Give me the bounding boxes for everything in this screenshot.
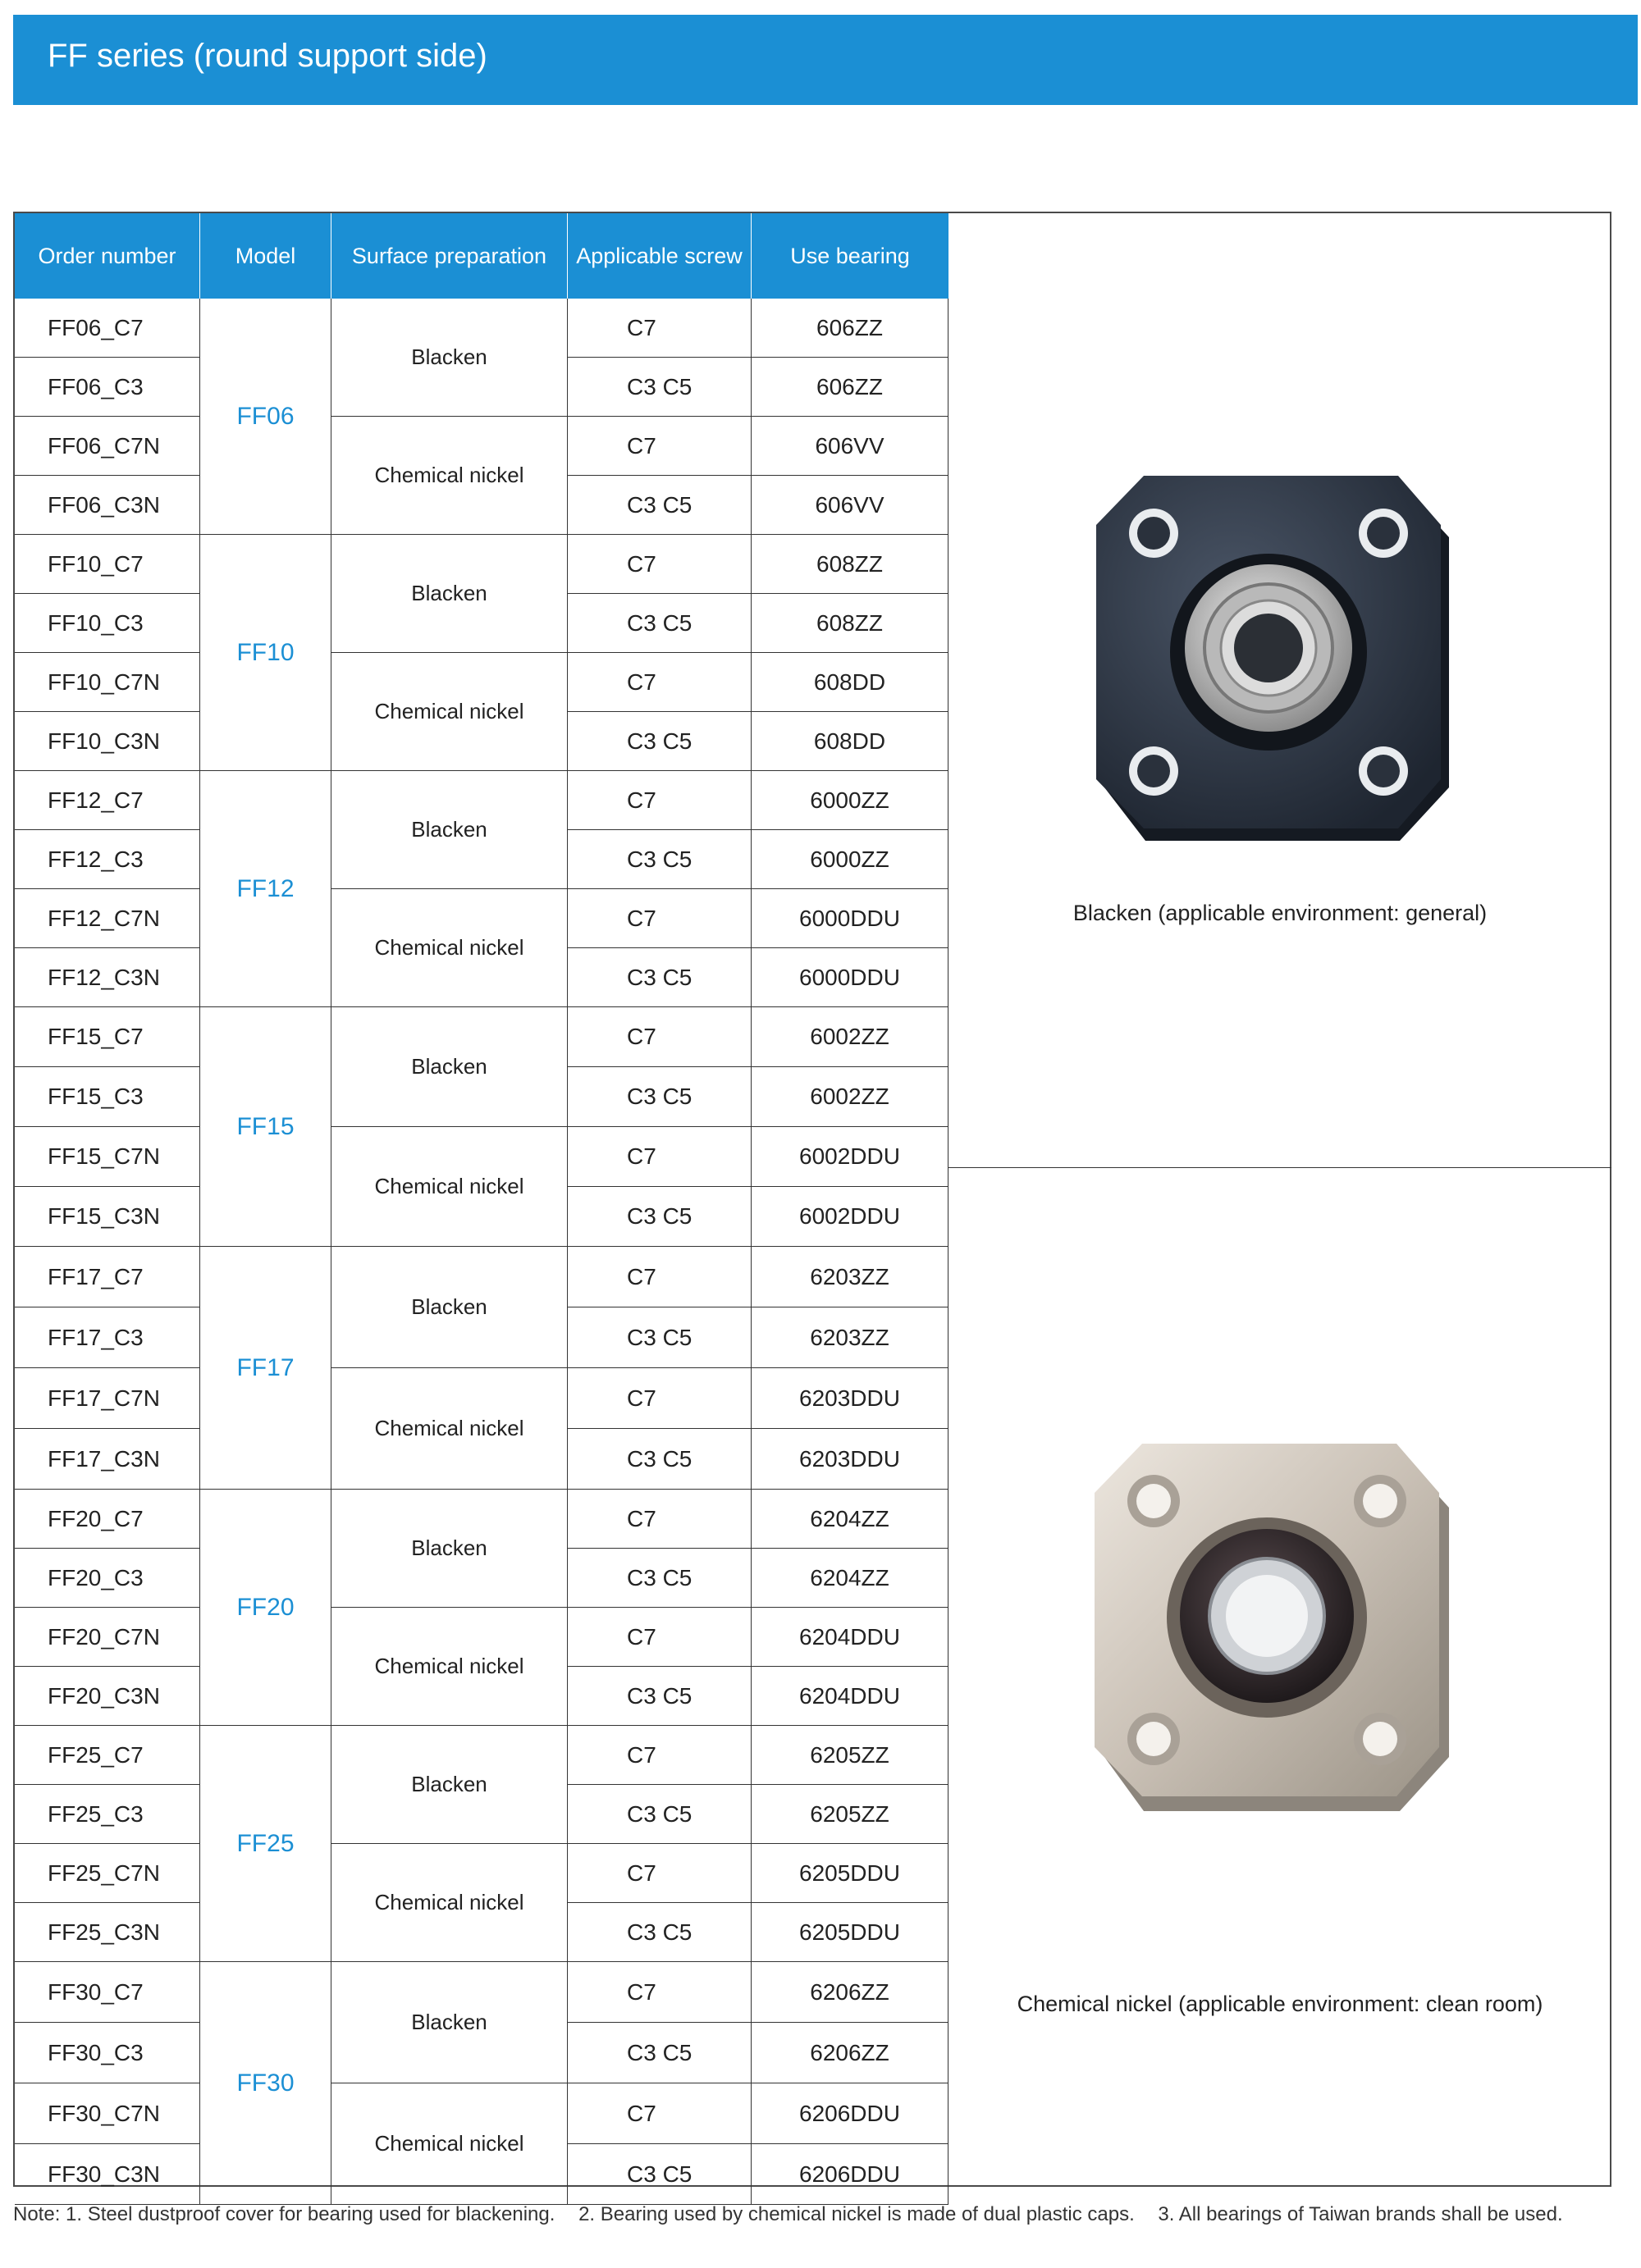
applicable-screw-cell: C3 C5 [568, 948, 752, 1007]
surface-cell-nickel: Chemical nickel [331, 653, 568, 771]
surface-cell-nickel: Chemical nickel [331, 1844, 568, 1962]
order-number-cell: FF25_C7N [15, 1844, 200, 1903]
order-number-cell: FF06_C3N [15, 476, 200, 535]
use-bearing-cell: 6204ZZ [752, 1549, 948, 1608]
applicable-screw-cell: C3 C5 [568, 594, 752, 653]
model-cell: FF30 [200, 1962, 331, 2205]
footnote-1: Note: 1. Steel dustproof cover for bearing used for blackening. [13, 2203, 555, 2225]
surface-cell-blacken: Blacken [331, 535, 568, 653]
use-bearing-cell: 6000ZZ [752, 771, 948, 830]
col-header-order-number: Order number [15, 213, 200, 299]
applicable-screw-cell: C7 [568, 1007, 752, 1067]
order-number-cell: FF10_C3N [15, 712, 200, 771]
surface-cell-nickel: Chemical nickel [331, 417, 568, 535]
applicable-screw-cell: C3 C5 [568, 1429, 752, 1490]
order-number-cell: FF10_C7N [15, 653, 200, 712]
applicable-screw-cell: C3 C5 [568, 830, 752, 889]
use-bearing-cell: 608DD [752, 712, 948, 771]
applicable-screw-cell: C7 [568, 1368, 752, 1429]
order-number-cell: FF17_C3N [15, 1429, 200, 1490]
order-number-cell: FF30_C3 [15, 2023, 200, 2083]
order-number-cell: FF30_C7 [15, 1962, 200, 2023]
use-bearing-cell: 6205ZZ [752, 1726, 948, 1785]
nickel-caption: Chemical nickel (applicable environment: clean room) [1017, 1992, 1543, 2016]
use-bearing-cell: 6204DDU [752, 1667, 948, 1726]
use-bearing-cell: 6002ZZ [752, 1007, 948, 1067]
use-bearing-cell: 6002DDU [752, 1187, 948, 1247]
applicable-screw-cell: C3 C5 [568, 1187, 752, 1247]
col-header-use-bearing: Use bearing [752, 213, 948, 299]
applicable-screw-cell: C3 C5 [568, 1785, 752, 1844]
page-title: FF series (round support side) [48, 38, 487, 74]
nickel-support-unit-photo [1095, 1444, 1456, 1821]
blacken-support-unit-photo [1096, 476, 1457, 853]
use-bearing-cell: 6002ZZ [752, 1067, 948, 1127]
blacken-image-panel [948, 213, 1611, 1168]
model-cell: FF12 [200, 771, 331, 1007]
applicable-screw-cell: C7 [568, 889, 752, 948]
use-bearing-cell: 608ZZ [752, 535, 948, 594]
surface-cell-nickel: Chemical nickel [331, 2083, 568, 2205]
model-cell: FF20 [200, 1490, 331, 1726]
use-bearing-cell: 6206ZZ [752, 1962, 948, 2023]
order-number-cell: FF20_C7 [15, 1490, 200, 1549]
surface-cell-blacken: Blacken [331, 1247, 568, 1368]
use-bearing-cell: 606ZZ [752, 299, 948, 358]
applicable-screw-cell: C3 C5 [568, 2023, 752, 2083]
use-bearing-cell: 6205ZZ [752, 1785, 948, 1844]
model-cell: FF10 [200, 535, 331, 771]
order-number-cell: FF06_C3 [15, 358, 200, 417]
applicable-screw-cell: C7 [568, 417, 752, 476]
applicable-screw-cell: C7 [568, 2083, 752, 2144]
order-number-cell: FF20_C3N [15, 1667, 200, 1726]
blacken-caption: Blacken (applicable environment: general) [1072, 901, 1488, 925]
order-number-cell: FF17_C7 [15, 1247, 200, 1307]
applicable-screw-cell: C7 [568, 771, 752, 830]
use-bearing-cell: 608DD [752, 653, 948, 712]
model-cell: FF25 [200, 1726, 331, 1962]
use-bearing-cell: 6206DDU [752, 2083, 948, 2144]
use-bearing-cell: 6002DDU [752, 1127, 948, 1187]
use-bearing-cell: 6205DDU [752, 1903, 948, 1962]
applicable-screw-cell: C3 C5 [568, 1903, 752, 1962]
footnote-2: 2. Bearing used by chemical nickel is made of dual plastic caps. [578, 2203, 1135, 2225]
use-bearing-cell: 6204ZZ [752, 1490, 948, 1549]
surface-cell-blacken: Blacken [331, 1726, 568, 1844]
use-bearing-cell: 6203ZZ [752, 1307, 948, 1368]
order-number-cell: FF20_C7N [15, 1608, 200, 1667]
order-number-cell: FF20_C3 [15, 1549, 200, 1608]
surface-cell-blacken: Blacken [331, 1962, 568, 2083]
order-number-cell: FF12_C3 [15, 830, 200, 889]
surface-cell-nickel: Chemical nickel [331, 1127, 568, 1247]
order-number-cell: FF25_C3 [15, 1785, 200, 1844]
use-bearing-cell: 606VV [752, 476, 948, 535]
surface-cell-blacken: Blacken [331, 771, 568, 889]
order-number-cell: FF15_C7 [15, 1007, 200, 1067]
model-cell: FF06 [200, 299, 331, 535]
model-cell: FF15 [200, 1007, 331, 1247]
use-bearing-cell: 606VV [752, 417, 948, 476]
use-bearing-cell: 6206DDU [752, 2144, 948, 2205]
order-number-cell: FF12_C7N [15, 889, 200, 948]
col-header-applicable-screw: Applicable screw [568, 213, 752, 299]
applicable-screw-cell: C7 [568, 1247, 752, 1307]
use-bearing-cell: 6204DDU [752, 1608, 948, 1667]
surface-cell-nickel: Chemical nickel [331, 1608, 568, 1726]
order-number-cell: FF12_C3N [15, 948, 200, 1007]
order-number-cell: FF15_C3 [15, 1067, 200, 1127]
applicable-screw-cell: C7 [568, 1844, 752, 1903]
nickel-image-panel [948, 1168, 1611, 2185]
order-number-cell: FF30_C7N [15, 2083, 200, 2144]
applicable-screw-cell: C3 C5 [568, 1667, 752, 1726]
applicable-screw-cell: C3 C5 [568, 1067, 752, 1127]
order-number-cell: FF10_C3 [15, 594, 200, 653]
use-bearing-cell: 6000ZZ [752, 830, 948, 889]
order-number-cell: FF17_C3 [15, 1307, 200, 1368]
applicable-screw-cell: C7 [568, 1127, 752, 1187]
applicable-screw-cell: C3 C5 [568, 1307, 752, 1368]
use-bearing-cell: 6203DDU [752, 1368, 948, 1429]
order-number-cell: FF06_C7 [15, 299, 200, 358]
spec-table-frame [13, 212, 1611, 2187]
footnote [13, 2203, 1581, 2226]
use-bearing-cell: 6000DDU [752, 889, 948, 948]
order-number-cell: FF12_C7 [15, 771, 200, 830]
applicable-screw-cell: C7 [568, 299, 752, 358]
title-banner [13, 15, 1638, 105]
applicable-screw-cell: C3 C5 [568, 358, 752, 417]
model-cell: FF17 [200, 1247, 331, 1490]
applicable-screw-cell: C7 [568, 1726, 752, 1785]
order-number-cell: FF17_C7N [15, 1368, 200, 1429]
order-number-cell: FF25_C3N [15, 1903, 200, 1962]
applicable-screw-cell: C7 [568, 1490, 752, 1549]
use-bearing-cell: 6203ZZ [752, 1247, 948, 1307]
surface-cell-blacken: Blacken [331, 1007, 568, 1127]
order-number-cell: FF15_C3N [15, 1187, 200, 1247]
col-header-model: Model [200, 213, 331, 299]
surface-cell-nickel: Chemical nickel [331, 1368, 568, 1490]
surface-cell-nickel: Chemical nickel [331, 889, 568, 1007]
order-number-cell: FF30_C3N [15, 2144, 200, 2205]
order-number-cell: FF06_C7N [15, 417, 200, 476]
surface-cell-blacken: Blacken [331, 299, 568, 417]
col-header-surface-preparation: Surface preparation [331, 213, 568, 299]
applicable-screw-cell: C7 [568, 535, 752, 594]
use-bearing-cell: 608ZZ [752, 594, 948, 653]
use-bearing-cell: 6205DDU [752, 1844, 948, 1903]
use-bearing-cell: 6000DDU [752, 948, 948, 1007]
order-number-cell: FF25_C7 [15, 1726, 200, 1785]
applicable-screw-cell: C3 C5 [568, 712, 752, 771]
applicable-screw-cell: C3 C5 [568, 2144, 752, 2205]
surface-cell-blacken: Blacken [331, 1490, 568, 1608]
applicable-screw-cell: C3 C5 [568, 1549, 752, 1608]
order-number-cell: FF15_C7N [15, 1127, 200, 1187]
footnote-3: 3. All bearings of Taiwan brands shall be used. [1158, 2203, 1563, 2225]
applicable-screw-cell: C7 [568, 1608, 752, 1667]
order-number-cell: FF10_C7 [15, 535, 200, 594]
applicable-screw-cell: C7 [568, 653, 752, 712]
use-bearing-cell: 6206ZZ [752, 2023, 948, 2083]
applicable-screw-cell: C3 C5 [568, 476, 752, 535]
use-bearing-cell: 606ZZ [752, 358, 948, 417]
use-bearing-cell: 6203DDU [752, 1429, 948, 1490]
applicable-screw-cell: C7 [568, 1962, 752, 2023]
